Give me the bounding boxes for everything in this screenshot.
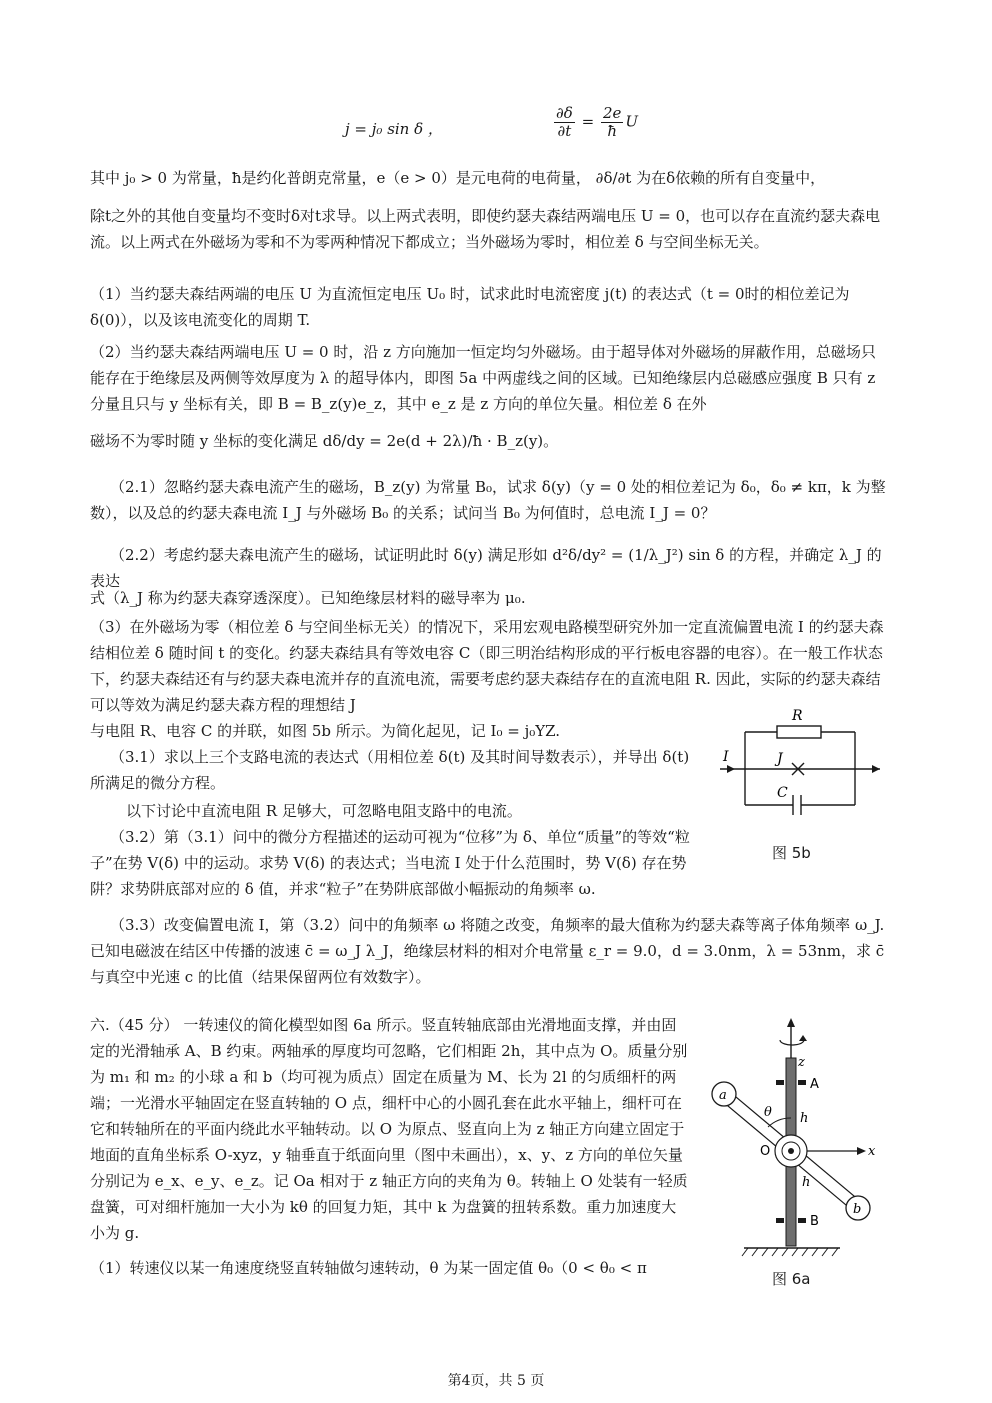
question-2-2: （2.2）考虑约瑟夫森电流产生的磁场，试证明此时 δ(y) 满足形如 d²δ/dy² = (1/λ_J²) sin δ 的方程，并确定 λ_J 的表达 bbox=[90, 546, 882, 590]
question-3: （3）在外磁场为零（相位差 δ 与空间坐标无关）的情况下，采用宏观电路模型研究外加一定直流偏置电流 I 的约瑟夫森结相位差 δ 随时间 t 的变化。约瑟夫森结具有等效电容 C（即三明治结构形成的平行板电容器的电容）。在一般工作状态下，约瑟夫森结还有与约瑟夫森电流并存的直流电流，需要考虑约瑟夫森结存在的直流电阻 R. 因此，实际的约瑟夫森结可以等效为满足约瑟夫森方程的理想结 J bbox=[90, 618, 884, 714]
current-arrow-left bbox=[727, 765, 735, 773]
label-O: O bbox=[760, 1144, 771, 1159]
label-I: I bbox=[723, 749, 729, 765]
question-6: 六.（45 分） 一转速仪的简化模型如图 6a 所示。竖直转轴底部由光滑地面支撑，并由固定的光滑轴承 A、B 约束。两轴承的厚度均可忽略，它们相距 2h，其中点为 O。质量分别为 m₁ 和 m₂ 的小球 a 和 b（均可视为质点）固定在质量为 M、长为 2l 的匀质细杆的两端；一光滑水平轴固定在竖直转轴的 O 点，细杆中心的小圆孔套在此水平轴上，细杆可在它和转轴所在的平面内绕此水平轴转动。以 O 为原点、竖直向上为 z 轴正方向建立固定于地面的直角坐标系 O-xyz，y 轴垂直于纸面向里（图中未画出），x、y、z 方向的单位矢量分别记为 e_x、e_y、e_z。记 Oa 相对于 z 轴正方向的夹角为 θ。转轴上 O 处装有一轻质盘簧，可对细杆施加一大小为 kθ 的回复力矩，其中 k 为盘簧的扭转系数。重力加速度大小为 g. bbox=[90, 1016, 688, 1242]
figure-6a-tachometer bbox=[700, 1018, 895, 1268]
label-B: B bbox=[810, 1214, 819, 1229]
label-a: a bbox=[719, 1088, 727, 1103]
label-x: x bbox=[868, 1144, 876, 1159]
label-R: R bbox=[792, 708, 803, 724]
eq2-voltage: U bbox=[625, 112, 639, 131]
question-2: （2）当约瑟夫森结两端电压 U = 0 时，沿 z 方向施加一恒定均匀外磁场。由于超导体对外磁场的屏蔽作用，总磁场只能存在于绝缘层及两侧等效厚度为 λ 的超导体内，即图 5a 中两虚线之间的区域。已知绝缘层内总磁感应强度 B 只有 z 分量且只与 y 坐标有关，即 B = B_z(y)e_z，其中 e_z 是 z 方向的单位矢量。相位差 δ 在外 bbox=[90, 343, 876, 413]
question-3-continued: 与电阻 R、电容 C 的并联，如图 5b 所示。为简化起见，记 I₀ = j₀YZ. bbox=[90, 722, 561, 740]
question-2-1: （2.1）忽略约瑟夫森电流产生的磁场，B_z(y) 为常量 B₀，试求 δ(y)（y = 0 处的相位差记为 δ₀，δ₀ ≠ kπ，k 为整数），以及总的约瑟夫森电流 I_J 与外磁场 B₀ 的关系；试问当 B₀ 为何值时，总电流 I_J = 0？ bbox=[90, 478, 886, 522]
label-A: A bbox=[810, 1077, 819, 1092]
label-h-bottom: h bbox=[802, 1175, 811, 1190]
question-6-1: （1）转速仪以某一角速度绕竖直转轴做匀速转动，θ 为某一固定值 θ₀（0 < θ₀ < π bbox=[90, 1259, 647, 1277]
question-3-3: （3.3）改变偏置电流 I，第（3.2）问中的角频率 ω 将随之改变，角频率的最大值称为约瑟夫森等离子体角频率 ω_J. 已知电磁波在结区中传播的波速 c̄ = ω_J λ_J，绝缘层材料的相对介电常量 ε_r = 9.0，d = 3.0nm，λ = 53nm，求 c̄ 与真空中光速 c 的比值（结果保留两位有效数字）。 bbox=[90, 916, 885, 986]
current-arrow-right bbox=[872, 765, 880, 773]
page-footer: 第4页，共 5 页 bbox=[447, 1373, 545, 1389]
label-J: J bbox=[777, 751, 783, 767]
eq2-numerator: ∂δ bbox=[556, 104, 573, 122]
equation-phase-derivative bbox=[552, 105, 638, 140]
label-z: z bbox=[798, 1055, 805, 1070]
equation-current-density: j = j₀ sin δ ， bbox=[345, 120, 443, 138]
label-b: b bbox=[853, 1202, 862, 1217]
eq2-right-denominator: ħ bbox=[607, 122, 617, 140]
paragraph-intro-2: 除t之外的其他自变量均不变时δ对t求导。以上两式表明，即使约瑟夫森结两端电压 U = 0，也可以存在直流约瑟夫森电流。以上两式在外磁场为零和不为零两种情况下都成立；当外磁场为零时，相位差 δ 与空间坐标无关。 bbox=[90, 207, 881, 251]
question-2-continued: 磁场不为零时随 y 坐标的变化满足 dδ/dy = 2e(d + 2λ)/ħ · B_z(y)。 bbox=[90, 432, 559, 450]
label-C: C bbox=[777, 785, 788, 801]
eq2-right-numerator: 2e bbox=[602, 104, 622, 122]
question-3-2: （3.2）第（3.1）问中的微分方程描述的运动可视为“位移”为 δ、单位“质量”的等效“粒子”在势 V(δ) 中的运动。求势 V(δ) 的表达式；当电流 I 处于什么范围时，势 V(δ) 存在势阱？求势阱底部对应的 δ 值，并求“粒子”在势阱底部做小幅振动的角频率 ω. bbox=[90, 828, 690, 898]
eq2-denominator: ∂t bbox=[557, 122, 572, 140]
question-1: （1）当约瑟夫森结两端的电压 U 为直流恒定电压 U₀ 时，试求此时电流密度 j(t) 的表达式（t = 0时的相位差记为 δ(0)），以及该电流变化的周期 T. bbox=[90, 285, 850, 329]
eq2-equals: = bbox=[581, 112, 595, 131]
label-h-top: h bbox=[800, 1111, 809, 1126]
label-theta: θ bbox=[764, 1105, 772, 1120]
figure-6a-caption: 图 6a bbox=[772, 1270, 811, 1288]
figure-5b-circuit bbox=[715, 705, 885, 835]
question-3-1: （3.1）求以上三个支路电流的表达式（用相位差 δ(t) 及其时间导数表示），并导出 δ(t) 所满足的微分方程。 bbox=[90, 748, 690, 792]
paragraph-intro-1: 其中 j₀ > 0 为常量，ħ是约化普朗克常量，e（e > 0）是元电荷的电荷量， ∂δ/∂t 为在δ依赖的所有自变量中， bbox=[90, 169, 826, 187]
note-resistance: 以下讨论中直流电阻 R 足够大，可忽略电阻支路中的电流。 bbox=[126, 802, 522, 820]
question-2-2-continued: 式（λ_J 称为约瑟夫森穿透深度）。已知绝缘层材料的磁导率为 μ₀. bbox=[90, 589, 526, 607]
figure-5b-caption: 图 5b bbox=[772, 844, 811, 862]
